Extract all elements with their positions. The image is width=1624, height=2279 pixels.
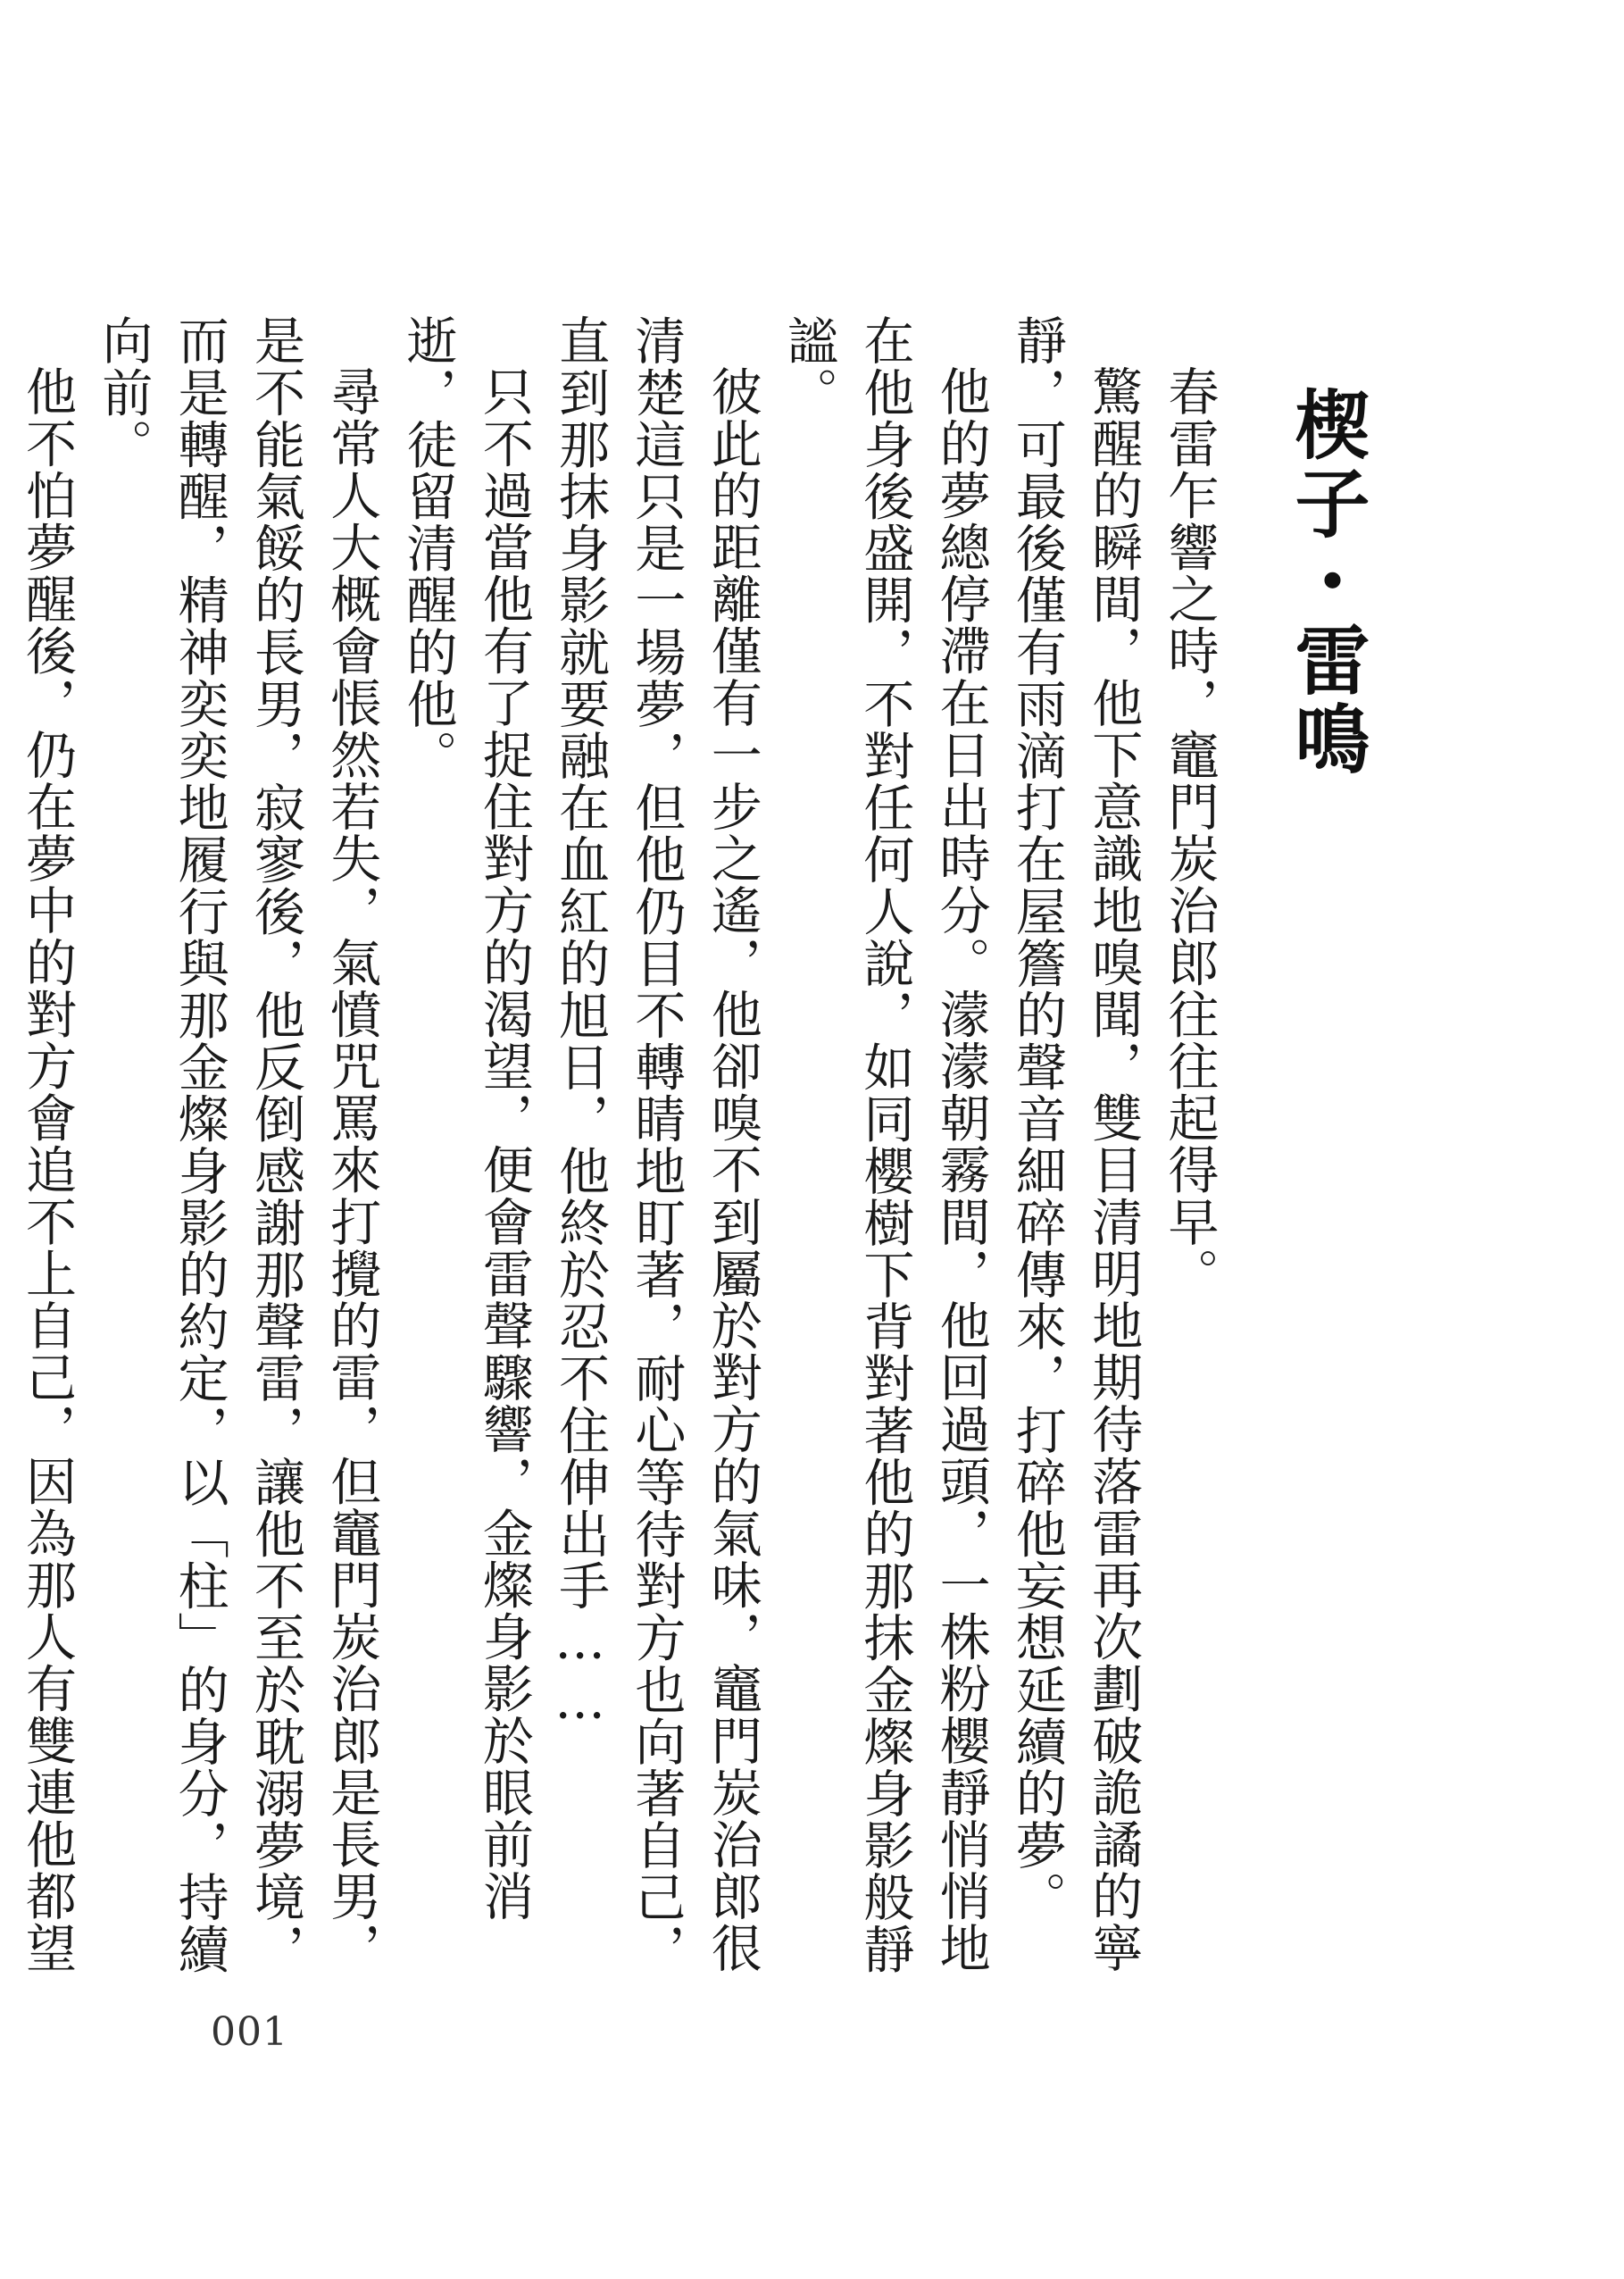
paragraph: 彼此的距離僅有一步之遙，他卻嗅不到屬於對方的氣味，竈門炭治郎很清楚這只是一場夢，但他仍目不轉睛地盯著，耐心等待對方也向著自己，直到那抹身影就要融在血紅的旭日，他終於忍不住伸出手……	[550, 314, 762, 1975]
paragraph: 春雷乍響之時，竈門炭治郎往往起得早。	[1160, 365, 1219, 1299]
paragraph: 驚醒的瞬間，他下意識地嗅聞，雙目清明地期待落雷再次劃破詭譎的寧靜，可最後僅有雨滴打在屋簷的聲音細碎傳來，打碎他妄想延續的夢。	[1007, 314, 1143, 1974]
paragraph: 他不怕夢醒後，仍在夢中的對方會追不上自己，因為那人有雙連他都望	[17, 365, 77, 1974]
paragraph: 只不過當他有了捉住對方的渴望，便會雷聲驟響，金燦身影於眼前消逝，徒留清醒的他。	[398, 314, 534, 1922]
page-number: 001	[211, 2009, 288, 2055]
paragraph: 尋常人大概會悵然若失，氣憤咒罵來打攪的雷，但竈門炭治郎是長男，是不能氣餒的長男，寂寥後，他反倒感謝那聲雷，讓他不至於耽溺夢境，而是轉醒，精神奕奕地履行與那金燦身影的約定，以「柱」的身分，持續向前。	[93, 314, 381, 1975]
chapter-title: 楔子・雷鳴	[1283, 386, 1370, 779]
body-text	[0, 314, 1227, 1984]
paragraph: 他的夢總停滯在日出時分。濛濛朝霧間，他回過頭，一株粉櫻靜悄悄地在他身後盛開，不對任何人說，如同櫻樹下背對著他的那抹金燦身影般靜謐。	[779, 314, 991, 1975]
